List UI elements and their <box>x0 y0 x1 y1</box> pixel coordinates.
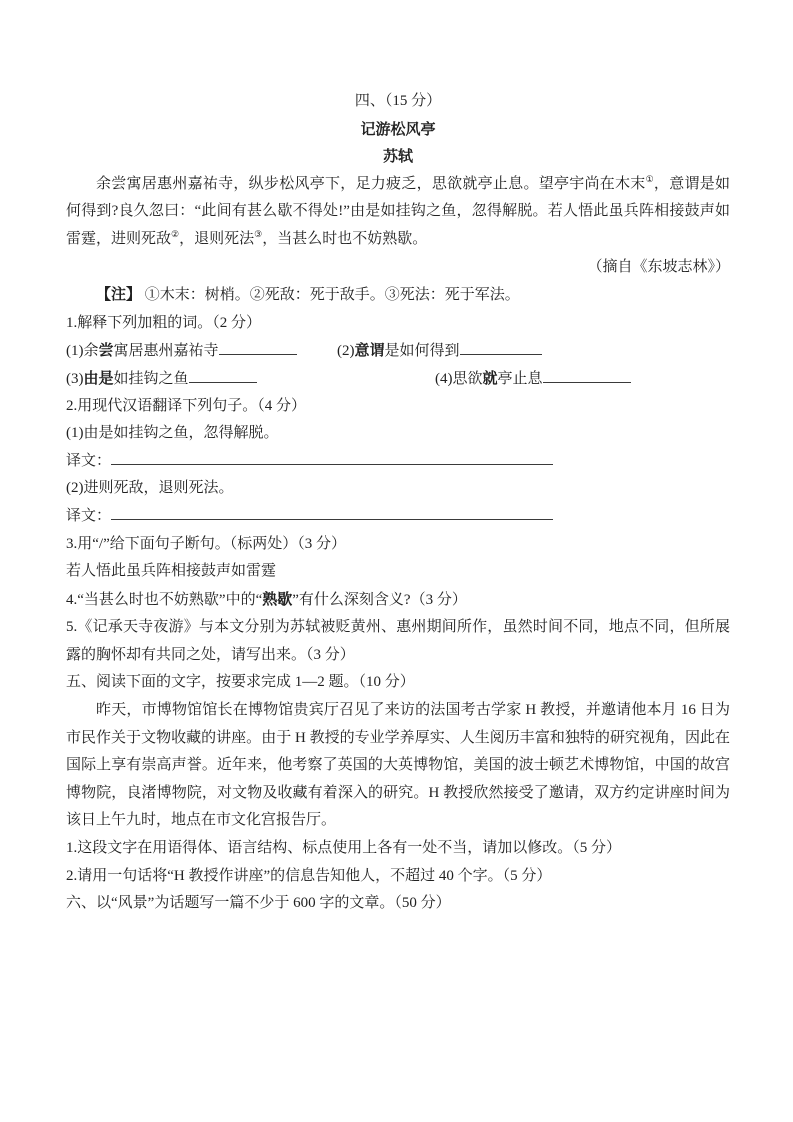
passage-part1: 余尝寓居惠州嘉祐寺，纵步松风亭下，足力疲乏，思欲就亭止息。望亭宇尚在木末 <box>96 175 646 192</box>
q1-item-3-post: 如挂钩之鱼 <box>113 370 189 387</box>
footnote-marker-1: ① <box>645 173 654 184</box>
q4-post: ”有什么深刻含义?（3 分） <box>292 591 467 608</box>
q1-item-1-post: 寓居惠州嘉祐寺 <box>113 343 219 360</box>
q1-item-3 <box>66 365 257 394</box>
section5-q1: 1.这段文字在用语得体、语言结构、标点使用上各有一处不当，请加以修改。（5 分） <box>66 840 622 857</box>
q2-sentence-1: (1)由是如挂钩之鱼，忽得解脱。 <box>66 425 279 442</box>
q3-stem: 3.用“/”给下面句子断句。（标两处）（3 分） <box>66 535 346 552</box>
section5-heading: 五、阅读下面的文字，按要求完成 1—2 题。（10 分） <box>66 674 415 691</box>
q4-pre: 4.“当甚么时也不妨熟歇”中的“ <box>66 591 263 608</box>
section4-heading: 四、（15 分） <box>354 93 442 109</box>
q1-item-4-post: 亭止息 <box>497 370 543 387</box>
section5-passage: 昨天，市博物馆馆长在博物馆贵宾厅召见了来访的法国考古学家 H 教授，并邀请他本月 16 日为市民作关于文物收藏的讲座。由于 H 教授的专业学养厚实、人生阅历丰富和独特的研究视角，因此在国际上享有崇高声誉。近年来，他考察了英国的大英博物馆，美国的波士顿艺术博物馆，中国的故宫博物院，良渚博物院，对文物及收藏有着深入的研究。H 教授欣然接受了邀请，双方约定讲座时间为该日上午九时，地点在市文化宫报告厅。 <box>66 702 730 829</box>
q1-item-2-keyword: 意谓 <box>354 342 385 360</box>
section6-heading: 六、以“风景”为话题写一篇不少于 600 字的文章。（50 分） <box>66 895 451 912</box>
q1-item-3-keyword: 由是 <box>83 369 114 387</box>
q1-items-row1 <box>66 337 730 365</box>
q2-stem: 2.用现代汉语翻译下列句子。（4 分） <box>66 397 307 414</box>
q5-stem: 5.《记承天寺夜游》与本文分别为苏轼被贬黄州、惠州期间所作，虽然时间不同，地点不同，但所展露的胸怀却有共同之处，请写出来。（3 分） <box>66 619 730 663</box>
passage-part2: ，意谓是如何得到?良久忽曰：“此间有甚么歇不得处!”由是如挂钩之鱼，忽得解脱。若人悟此虽兵阵相接鼓声如雷霆，进则死敌 <box>66 175 730 247</box>
q1-item-4 <box>435 365 631 394</box>
footnote-marker-2: ② <box>171 228 180 239</box>
answer-blank <box>460 341 542 355</box>
classical-passage <box>66 171 730 254</box>
translation-label: 译文： <box>66 507 112 524</box>
q1-item-4-pre: (4)思欲 <box>435 370 483 387</box>
q1-stem: 1.解释下列加粗的词。（2 分） <box>66 314 262 331</box>
answer-blank <box>111 451 553 465</box>
q1-item-3-pre: (3) <box>66 370 84 387</box>
passage-source: （摘自《东坡志林》） <box>587 258 730 275</box>
q3-sentence: 若人悟此虽兵阵相接鼓声如雷霆 <box>66 563 277 580</box>
note-text: ①木末：树梢。②死敌：死于敌手。③死法：死于军法。 <box>144 287 520 304</box>
q1-item-4-keyword: 就 <box>482 369 498 387</box>
answer-blank <box>111 506 553 520</box>
q4-stem <box>66 586 730 615</box>
answer-blank <box>189 369 257 383</box>
q4-keyword: 熟歇 <box>262 590 293 608</box>
passage-part4: ，当甚么时也不妨熟歇。 <box>262 230 428 247</box>
q1-item-2 <box>337 337 542 366</box>
passage-title: 记游松风亭 <box>360 120 436 138</box>
q2-translation-1 <box>66 448 730 476</box>
translation-label: 译文： <box>66 452 112 469</box>
answer-blank <box>543 369 631 383</box>
exam-content <box>66 88 730 918</box>
q1-item-1-keyword: 尝 <box>98 342 114 360</box>
q1-item-2-pre: (2) <box>337 343 355 360</box>
passage-part3: ，退则死法 <box>179 230 255 247</box>
passage-author: 苏轼 <box>382 148 413 166</box>
q2-sentence-2: (2)进则死敌，退则死法。 <box>66 480 234 497</box>
q2-translation-2 <box>66 503 730 531</box>
note-label: 【注】 <box>96 286 142 304</box>
footnote-marker-3: ③ <box>254 228 263 239</box>
q1-item-2-post: 是如何得到 <box>384 343 460 360</box>
q1-item-1 <box>66 337 297 366</box>
answer-blank <box>219 341 297 355</box>
q1-item-1-pre: (1)余 <box>66 343 99 360</box>
q1-items-row2 <box>66 365 730 393</box>
section5-q2: 2.请用一句话将“H 教授作讲座”的信息告知他人，不超过 40 个字。（5 分） <box>66 867 552 884</box>
footnotes-line <box>66 281 730 310</box>
